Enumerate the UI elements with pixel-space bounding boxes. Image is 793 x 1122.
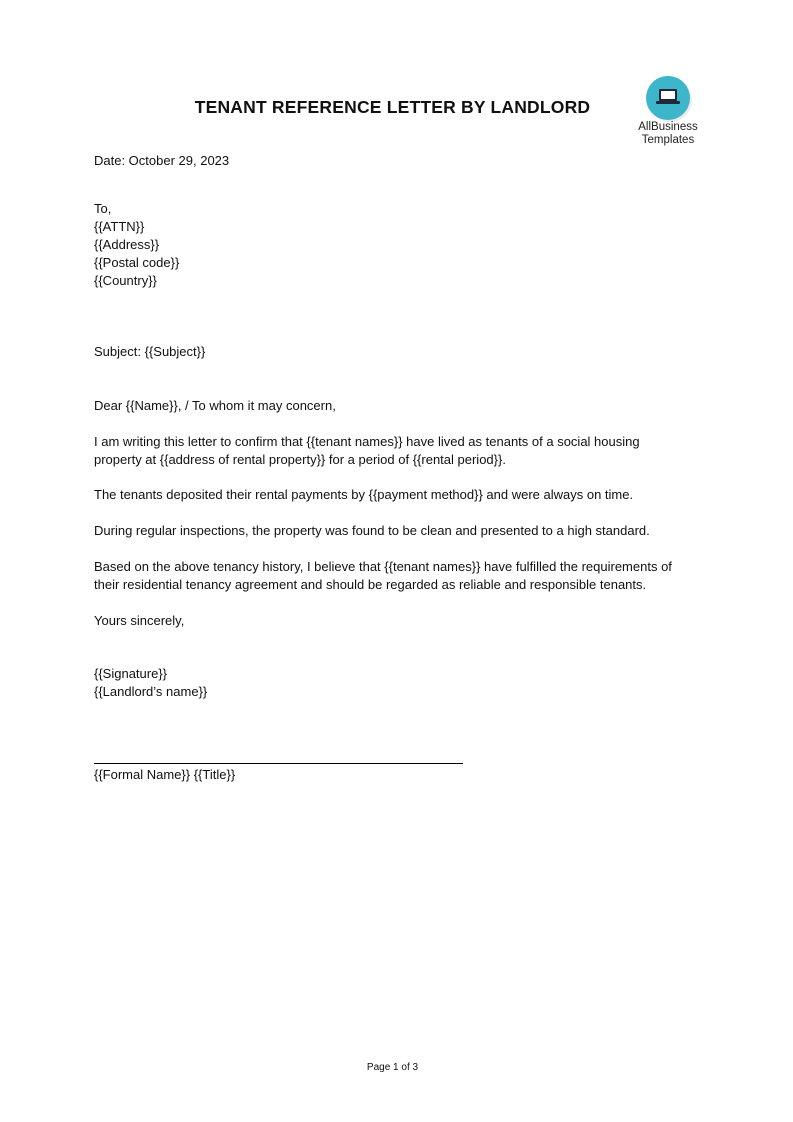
paragraph-1-line-1: I am writing this letter to confirm that {{tenant names}} have lived as tenants of a social housing bbox=[94, 434, 640, 449]
closing: Yours sincerely, bbox=[94, 613, 185, 628]
recipient-to: To, bbox=[94, 201, 112, 216]
paragraph-2: The tenants deposited their rental payments by {{payment method}} and were always on time. bbox=[94, 487, 634, 502]
logo-text bbox=[630, 121, 706, 147]
recipient-attn: {{ATTN}} bbox=[94, 219, 145, 234]
brand-logo bbox=[630, 76, 706, 147]
recipient-address: {{Address}} bbox=[94, 237, 160, 252]
date-line: Date: October 29, 2023 bbox=[94, 153, 230, 168]
signature-line bbox=[94, 763, 463, 764]
logo-text-line2: Templates bbox=[641, 134, 695, 146]
paragraph-4-line-2: their residential tenancy agreement and should be regarded as reliable and responsible tenants. bbox=[94, 577, 647, 592]
document-title: TENANT REFERENCE LETTER BY LANDLORD bbox=[194, 97, 591, 117]
subject-line: Subject: {{Subject}} bbox=[94, 344, 206, 359]
paragraph-3: During regular inspections, the property was found to be clean and presented to a high standard. bbox=[94, 523, 650, 538]
recipient-country: {{Country}} bbox=[94, 273, 157, 288]
formal-name-title: {{Formal Name}} {{Title}} bbox=[94, 767, 236, 782]
salutation: Dear {{Name}}, / To whom it may concern, bbox=[94, 398, 336, 413]
paragraph-4-line-1: Based on the above tenancy history, I believe that {{tenant names}} have fulfilled the requirements of bbox=[94, 559, 672, 574]
paragraph-1-line-2: property at {{address of rental property}} for a period of {{rental period}}. bbox=[94, 452, 506, 467]
logo-badge bbox=[646, 76, 690, 120]
logo-text-line1: AllBusiness bbox=[638, 121, 698, 133]
recipient-postal-code: {{Postal code}} bbox=[94, 255, 180, 270]
page-footer: Page 1 of 3 bbox=[366, 1062, 419, 1073]
signature-placeholder: {{Signature}} bbox=[94, 666, 168, 681]
landlord-name: {{Landlord’s name}} bbox=[94, 684, 208, 699]
